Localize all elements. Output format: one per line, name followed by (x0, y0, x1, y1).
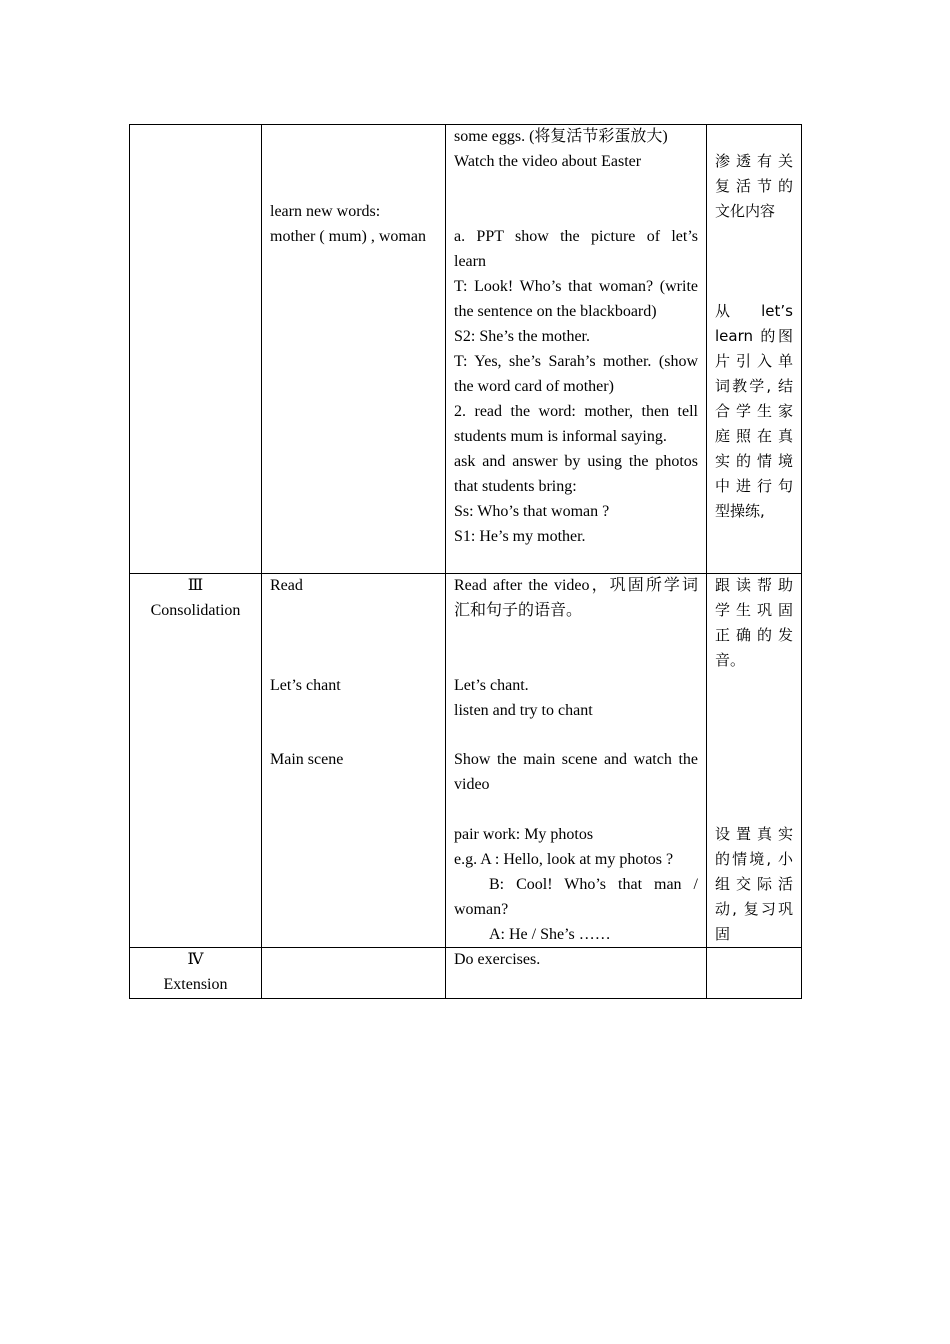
purpose-line: 片引入单 (715, 352, 793, 370)
purpose-line: 复活节的 (715, 177, 793, 195)
procedure-line: Let’s chant. (454, 677, 529, 694)
purpose-line: 组交际活 (715, 875, 793, 893)
procedure-line: 汇和句子的语音。 (454, 602, 583, 619)
content-line: Main scene (270, 751, 344, 768)
stage-title: Consolidation (150, 602, 241, 619)
row3-procedure-cell (454, 947, 698, 972)
procedure-line: A: He / She’s …… (489, 926, 611, 943)
purpose-line: 从 let’s (715, 302, 793, 320)
row1-content-cell (270, 199, 440, 249)
content-line: Let’s chant (270, 677, 341, 694)
row2-purpose-cell (715, 573, 793, 947)
purpose-line: 型操练, (715, 502, 765, 520)
table-column-divider (445, 124, 446, 999)
row2-content-cell (270, 573, 440, 772)
content-line: learn new words: (270, 203, 381, 220)
row2-procedure-cell (454, 573, 698, 947)
procedure-line: ask and answer by using the photos (454, 453, 698, 470)
procedure-line: B: Cool! Who’s that man / (489, 876, 698, 893)
procedure-line: listen and try to chant (454, 702, 593, 719)
purpose-line: learn 的图 (715, 327, 793, 345)
procedure-line: that students bring: (454, 478, 577, 495)
procedure-line: the sentence on the blackboard) (454, 303, 657, 320)
table-column-divider (706, 124, 707, 999)
procedure-line: S1: He’s my mother. (454, 528, 586, 545)
purpose-line: 固 (715, 925, 731, 943)
procedure-line: S2: She’s the mother. (454, 328, 590, 345)
purpose-line: 学生巩固 (715, 601, 793, 619)
table-border-bottom (129, 998, 802, 999)
purpose-line: 的情境, 小 (715, 850, 793, 868)
purpose-line: 跟读帮助 (715, 576, 793, 594)
table-column-divider (261, 124, 262, 999)
table-border-right (801, 124, 802, 999)
row2-stage-cell (130, 573, 261, 623)
procedure-line: pair work: My photos (454, 826, 594, 843)
procedure-line: some eggs. (将复活节彩蛋放大) (454, 128, 668, 145)
purpose-line: 文化内容 (715, 202, 776, 220)
purpose-line: 实的情境 (715, 452, 793, 470)
procedure-line: learn (454, 253, 486, 270)
purpose-line: 正确的发 (715, 626, 793, 644)
procedure-line: the word card of mother) (454, 378, 614, 395)
procedure-line: T: Look! Who’s that woman? (write (454, 278, 698, 295)
procedure-line: video (454, 776, 490, 793)
procedure-line: e.g. A : Hello, look at my photos ? (454, 851, 674, 868)
procedure-line: 2. read the word: mother, then tell (454, 403, 698, 420)
procedure-line: T: Yes, she’s Sarah’s mother. (show (454, 353, 698, 370)
row3-stage-cell (130, 947, 261, 997)
table-border-left (129, 124, 130, 999)
row1-purpose-cell (715, 149, 793, 524)
purpose-line: 渗透有关 (715, 152, 793, 170)
procedure-line: Show the main scene and watch the (454, 751, 698, 768)
purpose-line: 设置真实 (715, 825, 793, 843)
purpose-line: 音。 (715, 651, 746, 669)
stage-title: Extension (163, 976, 228, 993)
purpose-line: 合学生家 (715, 402, 793, 420)
purpose-line: 庭照在真 (715, 427, 793, 445)
procedure-line: Ss: Who’s that woman ? (454, 503, 610, 520)
content-line: mother ( mum) , woman (270, 228, 426, 245)
stage-number: Ⅳ (187, 951, 204, 968)
procedure-line: woman? (454, 901, 509, 918)
procedure-line: Read after the video，巩固所学词 (454, 577, 698, 594)
purpose-line: 动, 复习巩 (715, 900, 793, 918)
procedure-line: a. PPT show the picture of let’s (454, 228, 698, 245)
purpose-line: 中进行句 (715, 477, 793, 495)
procedure-line: Do exercises. (454, 951, 541, 968)
procedure-line: Watch the video about Easter (454, 153, 642, 170)
stage-number: Ⅲ (187, 577, 204, 594)
procedure-line: students mum is informal saying. (454, 428, 667, 445)
purpose-line: 词教学, 结 (715, 377, 793, 395)
content-line: Read (270, 577, 303, 594)
row1-procedure-cell (454, 124, 698, 549)
